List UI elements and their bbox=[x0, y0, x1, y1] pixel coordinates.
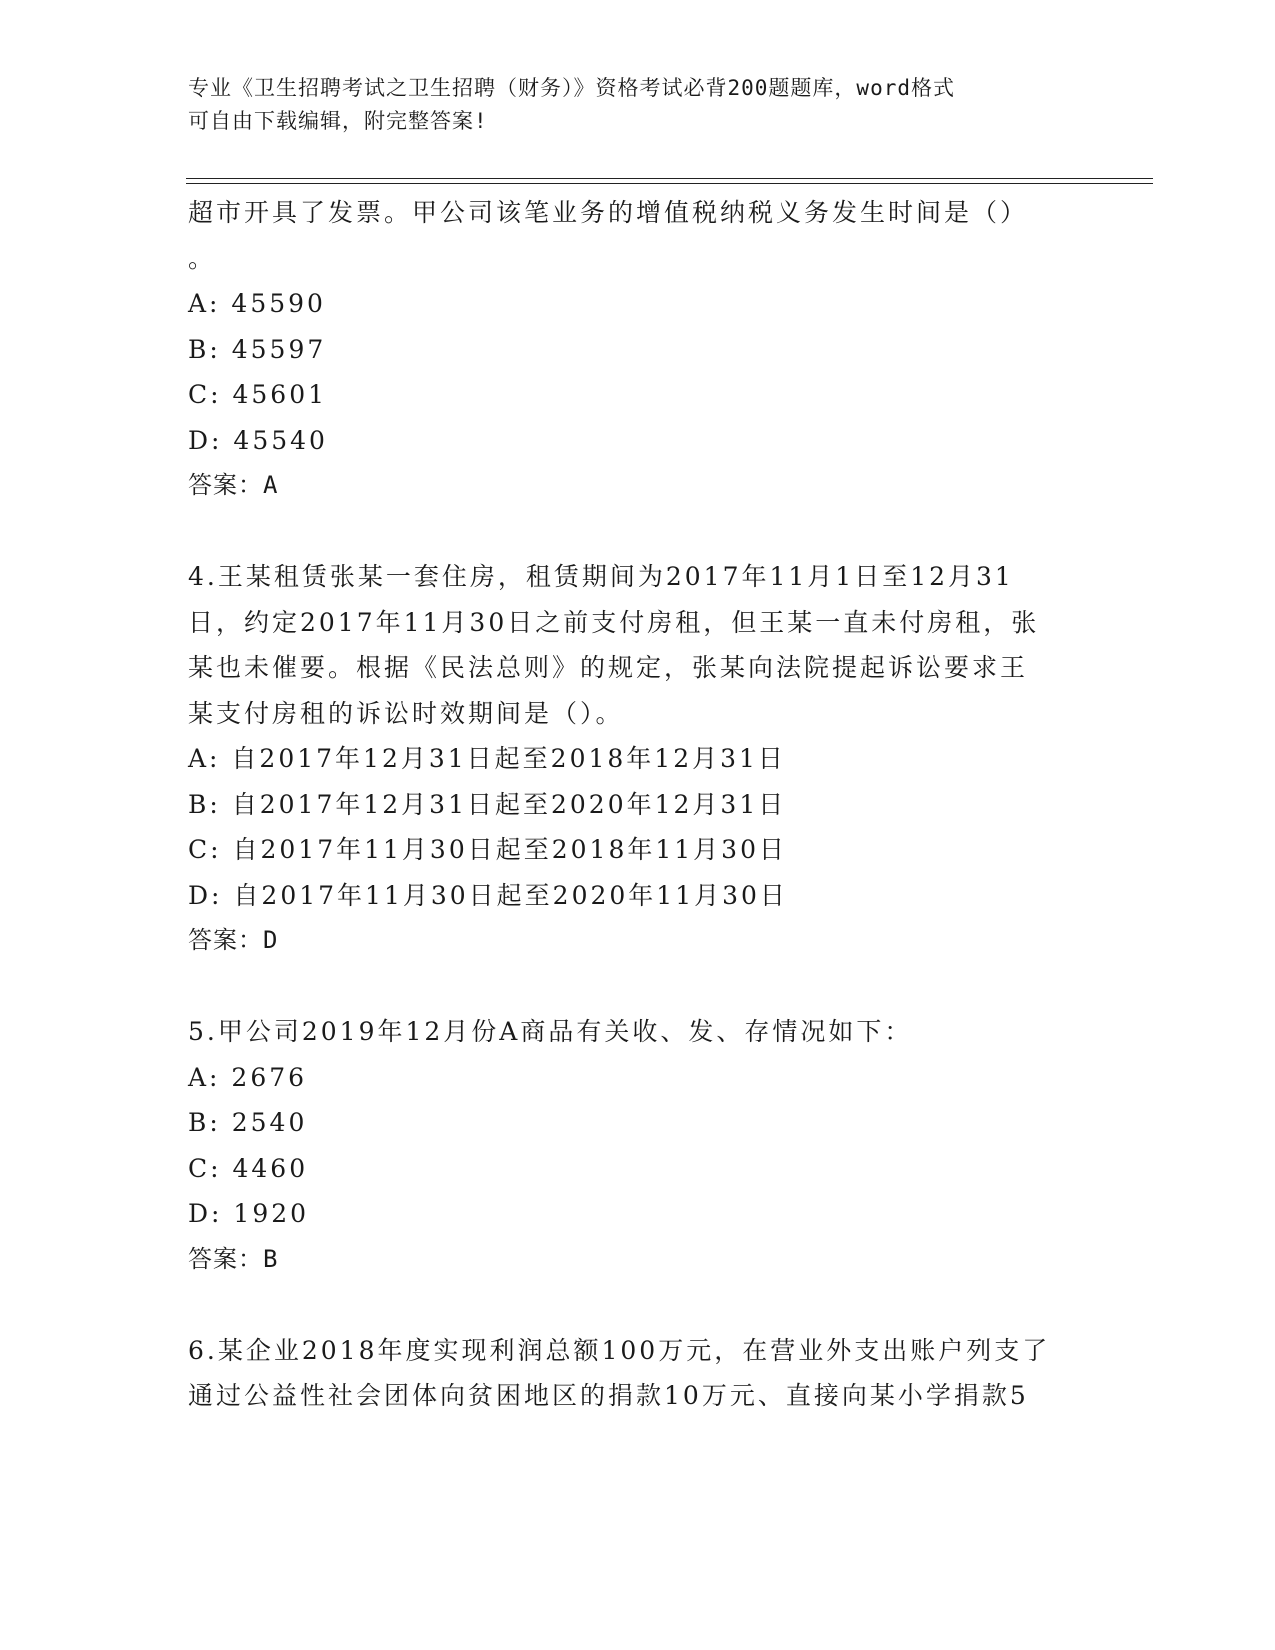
question-stem-line: 某支付房租的诉讼时效期间是（）。 bbox=[188, 698, 624, 728]
question-6 bbox=[188, 1328, 1088, 1419]
answer-line: 答案：D bbox=[188, 926, 279, 954]
question-stem-line: 5.甲公司2019年12月份A商品有关收、发、存情况如下： bbox=[188, 1017, 913, 1046]
question-stem-line: 超市开具了发票。甲公司该笔业务的增值税纳税义务发生时间是（） bbox=[188, 198, 1029, 227]
header-rule-top bbox=[186, 178, 1153, 179]
answer-line: 答案：B bbox=[188, 1244, 279, 1273]
question-4 bbox=[188, 554, 1088, 964]
option-d: D: 1920 bbox=[188, 1199, 310, 1228]
option-b: B: 2540 bbox=[188, 1108, 308, 1137]
spacer bbox=[188, 1282, 1088, 1328]
answer-line: 答案：A bbox=[188, 471, 279, 499]
question-stem-line: 通过公益性社会团体向贫困地区的捐款10万元、直接向某小学捐款5 bbox=[188, 1381, 1029, 1410]
question-stem-line: 。 bbox=[188, 243, 217, 273]
option-a: A: 45590 bbox=[188, 289, 326, 318]
option-b: B: 自2017年12月31日起至2020年12月31日 bbox=[188, 789, 787, 819]
document-body bbox=[188, 190, 1088, 1419]
question-stem-line: 日，约定2017年11月30日之前支付房租，但王某一直未付房租，张 bbox=[188, 607, 1040, 637]
option-d: D: 自2017年11月30日起至2020年11月30日 bbox=[188, 880, 788, 910]
option-c: C: 自2017年11月30日起至2018年11月30日 bbox=[188, 835, 787, 864]
option-a: A: 2676 bbox=[188, 1062, 308, 1092]
header-rule-bottom bbox=[186, 183, 1153, 184]
option-a: A: 自2017年12月31日起至2018年12月31日 bbox=[188, 744, 786, 773]
document-header bbox=[188, 72, 1088, 138]
option-b: B: 45597 bbox=[188, 334, 327, 364]
spacer bbox=[188, 509, 1088, 555]
question-5 bbox=[188, 1009, 1088, 1282]
question-stem-line: 4.王某租赁张某一套住房，租赁期间为2017年11月1日至12月31 bbox=[188, 562, 1014, 591]
spacer bbox=[188, 964, 1088, 1010]
question-3 bbox=[188, 190, 1088, 509]
question-stem-line: 6.某企业2018年度实现利润总额100万元，在营业外支出账户列支了 bbox=[188, 1335, 1051, 1365]
option-c: C: 45601 bbox=[188, 380, 328, 409]
question-stem-line: 某也未催要。根据《民法总则》的规定，张某向法院提起诉讼要求王 bbox=[188, 653, 1029, 682]
header-line-2: 可自由下载编辑，附完整答案! bbox=[188, 109, 488, 133]
option-c: C: 4460 bbox=[188, 1153, 309, 1183]
option-d: D: 45540 bbox=[188, 425, 328, 455]
header-line-1: 专业《卫生招聘考试之卫生招聘（财务）》资格考试必背200题题库，word格式 bbox=[188, 76, 955, 100]
